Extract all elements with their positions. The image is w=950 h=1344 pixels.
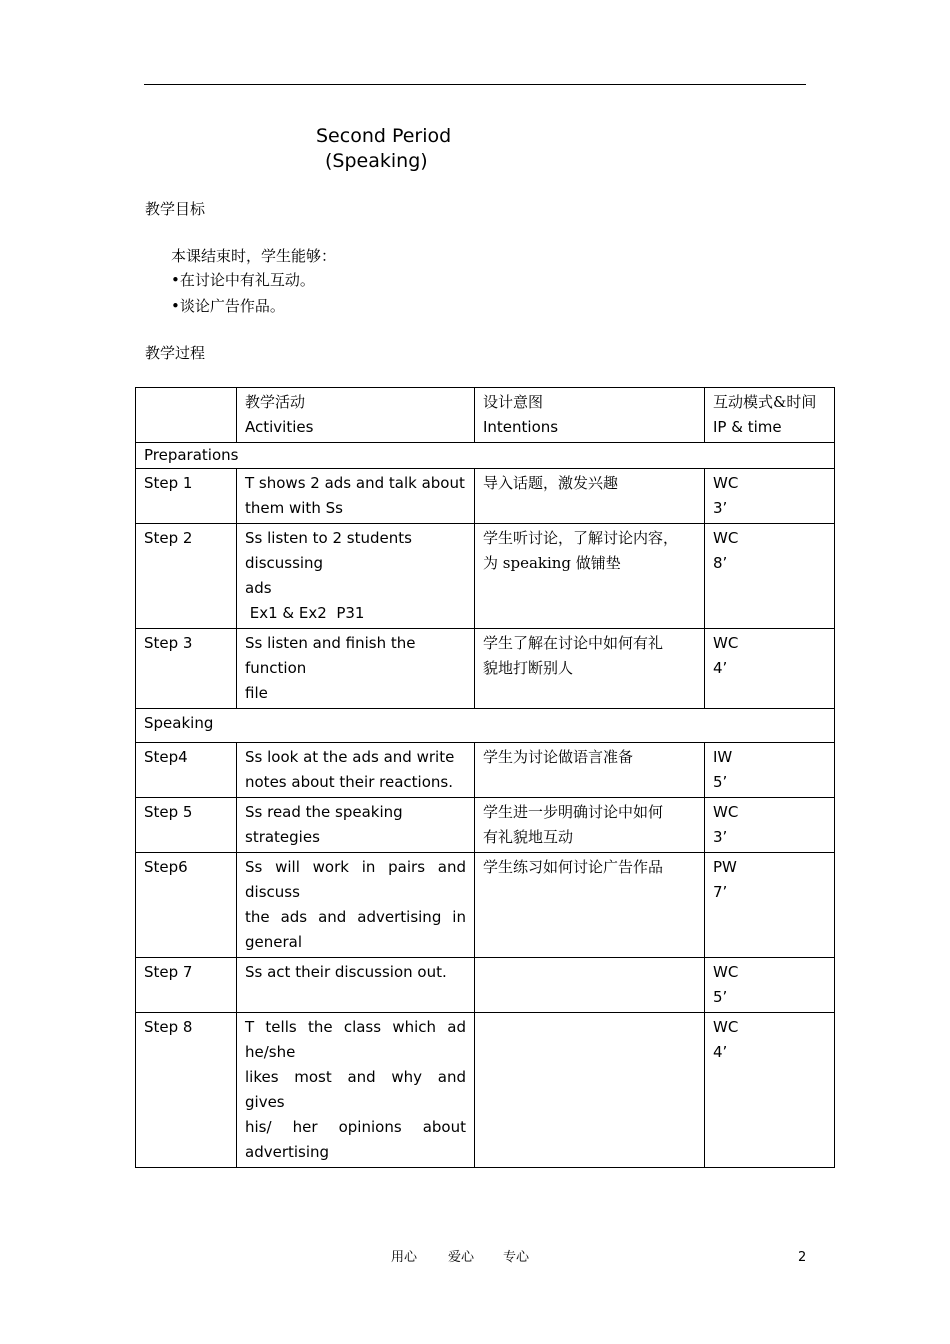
table-row	[136, 958, 835, 1013]
intention-cell	[475, 958, 705, 1013]
title-line-2: (Speaking)	[325, 150, 428, 172]
lesson-plan-table	[135, 387, 835, 1168]
intention-cell: 学生进一步明确讨论中如何 有礼貌地互动	[475, 798, 705, 853]
mode-time-cell: WC 3’	[705, 798, 835, 853]
step-cell: Step 1	[136, 469, 237, 524]
header-intentions-cell	[475, 388, 705, 443]
objectives-intro: 本课结束时，学生能够：	[171, 247, 337, 265]
table-row	[136, 798, 835, 853]
mode-time-cell: WC 5’	[705, 958, 835, 1013]
mode-time-cell: IW 5’	[705, 743, 835, 798]
activity-cell: Ss act their discussion out.	[237, 958, 475, 1013]
header-activities-cell	[237, 388, 475, 443]
activity-cell: Ss listen and finish the function file	[237, 629, 475, 709]
intention-cell: 学生了解在讨论中如何有礼 貌地打断别人	[475, 629, 705, 709]
header-ip-cell	[705, 388, 835, 443]
activity-cell: Ss listen to 2 students discussing ads Ex1 & Ex2 P31	[237, 524, 475, 629]
header-intentions-cn: 设计意图	[483, 393, 544, 411]
objective-item: •谈论广告作品。	[171, 297, 285, 315]
step-cell: Step 7	[136, 958, 237, 1013]
table-row	[136, 743, 835, 798]
header-ip-cn: 互动模式&时间	[713, 393, 817, 411]
footer-middle: 爱心	[448, 1250, 475, 1265]
step-cell: Step 8	[136, 1013, 237, 1168]
section-speaking: Speaking	[136, 709, 835, 743]
step-cell: Step 3	[136, 629, 237, 709]
header-rule	[144, 84, 806, 85]
intention-cell: 学生听讨论，了解讨论内容， 为 speaking 做铺垫	[475, 524, 705, 629]
header-activities-cn: 教学活动	[245, 393, 306, 411]
header-activities-en: Activities	[245, 418, 314, 436]
table-row	[136, 1013, 835, 1168]
mode-time-cell: WC 8’	[705, 524, 835, 629]
process-heading: 教学过程	[145, 344, 206, 362]
table-row	[136, 853, 835, 958]
objective-item: •在讨论中有礼互动。	[171, 271, 315, 289]
footer-left: 用心	[391, 1250, 418, 1265]
table-header-row	[136, 388, 835, 443]
step-cell: Step 2	[136, 524, 237, 629]
intention-cell: 学生练习如何讨论广告作品	[475, 853, 705, 958]
intention-cell	[475, 1013, 705, 1168]
table-row	[136, 469, 835, 524]
mode-time-cell: WC 3’	[705, 469, 835, 524]
step-cell: Step 5	[136, 798, 237, 853]
section-row	[136, 709, 835, 743]
page-number: 2	[798, 1250, 807, 1265]
header-ip-en: IP & time	[713, 418, 782, 436]
intention-cell: 导入话题，激发兴趣	[475, 469, 705, 524]
activity-cell: Ss look at the ads and write notes about their reactions.	[237, 743, 475, 798]
intention-cell: 学生为讨论做语言准备	[475, 743, 705, 798]
activity-cell: Ss will work in pairs and discuss the ads and advertising in general	[237, 853, 475, 958]
activity-cell: T shows 2 ads and talk about them with Ss	[237, 469, 475, 524]
header-step-cell	[136, 388, 237, 443]
table-row	[136, 524, 835, 629]
step-cell: Step6	[136, 853, 237, 958]
mode-time-cell: WC 4’	[705, 1013, 835, 1168]
header-intentions-en: Intentions	[483, 418, 559, 436]
section-preparations: Preparations	[136, 443, 835, 469]
footer-right: 专心	[503, 1250, 530, 1265]
mode-time-cell: WC 4’	[705, 629, 835, 709]
title-line-1: Second Period	[316, 125, 452, 147]
table-row	[136, 629, 835, 709]
section-row	[136, 443, 835, 469]
mode-time-cell: PW 7’	[705, 853, 835, 958]
activity-cell: Ss read the speaking strategies	[237, 798, 475, 853]
step-cell: Step4	[136, 743, 237, 798]
activity-cell: T tells the class which ad he/she likes most and why and gives his/ her opinions about advertising	[237, 1013, 475, 1168]
objectives-heading: 教学目标	[145, 200, 206, 218]
